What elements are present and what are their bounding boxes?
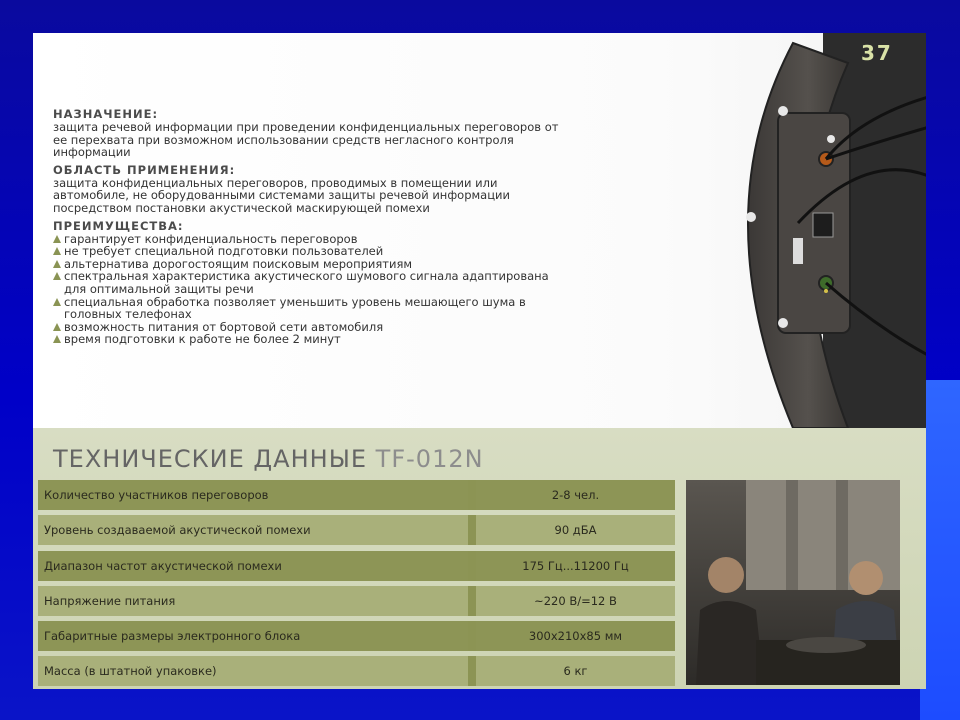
table-row (38, 656, 675, 686)
meeting-photo (686, 480, 900, 685)
advantage-text: время подготовки к работе не более 2 минут (64, 332, 341, 347)
tech-heading (53, 445, 484, 473)
list-item (53, 270, 573, 295)
table-cell-label: Диапазон частот акустической помехи (38, 551, 468, 581)
advantage-text: специальная обработка позволяет уменьшить уровень мешающего шума в головных телефонах (64, 294, 526, 322)
table-cell-label: Габаритные размеры электронного блока (38, 621, 468, 651)
table-row (38, 551, 675, 581)
advantage-text: не требует специальной подготовки пользователей (64, 244, 384, 259)
table-cell-value: 300х210х85 мм (476, 621, 675, 651)
advantages-list (53, 233, 573, 346)
list-item (53, 333, 573, 346)
triangle-bullet-icon (53, 247, 61, 255)
table-cell-label: Уровень создаваемой акустической помехи (38, 515, 468, 545)
advantages-title: ПРЕИМУЩЕСТВА: (53, 218, 184, 233)
document-page (33, 33, 926, 689)
table-cell-value: 6 кг (476, 656, 675, 686)
table-cell-label: Напряжение питания (38, 586, 468, 616)
advantage-text: альтернатива дорогостоящим поисковым мероприятиям (64, 256, 413, 271)
tech-model: TF-012N (375, 445, 484, 473)
table-row (38, 621, 675, 651)
list-item (53, 296, 573, 321)
table-cell-label: Масса (в штатной упаковке) (38, 656, 468, 686)
tech-data-section (33, 428, 926, 689)
description-block (53, 107, 573, 346)
advantage-text: возможность питания от бортовой сети автомобиля (64, 319, 384, 334)
table-row (38, 515, 675, 545)
application-title: ОБЛАСТЬ ПРИМЕНЕНИЯ: (53, 162, 236, 177)
table-row (38, 586, 675, 616)
triangle-bullet-icon (53, 260, 61, 268)
triangle-bullet-icon (53, 235, 61, 243)
table-cell-value: ~220 В/=12 В (476, 586, 675, 616)
advantage-text: гарантирует конфиденциальность переговоров (64, 231, 358, 246)
device-illustration (643, 33, 926, 428)
table-row (38, 480, 675, 510)
application-text: защита конфиденциальных переговоров, проводимых в помещении или автомобиле, не оборудованными системами защиты речевой информации посредством постановки акустической маскирующей помехи (53, 175, 510, 215)
triangle-bullet-icon (53, 335, 61, 343)
table-cell-value: 2-8 чел. (476, 480, 675, 510)
table-cell-label: Количество участников переговоров (38, 480, 468, 510)
tech-heading-text: ТЕХНИЧЕСКИЕ ДАННЫЕ (53, 445, 368, 473)
page-number: 37 (861, 41, 893, 65)
table-cell-value: 90 дБА (476, 515, 675, 545)
accent-bar (920, 380, 960, 720)
purpose-title: НАЗНАЧЕНИЕ: (53, 107, 159, 121)
purpose-text: защита речевой информации при проведении конфиденциальных переговоров от ее перехвата при возможном использовании средств негласного контроля информации (53, 120, 559, 160)
triangle-bullet-icon (53, 323, 61, 331)
advantage-text: спектральная характеристика акустического шумового сигнала адаптирована для оптимальной защиты речи (64, 269, 549, 296)
table-cell-value: 175 Гц...11200 Гц (476, 551, 675, 581)
triangle-bullet-icon (53, 272, 61, 280)
triangle-bullet-icon (53, 298, 61, 306)
